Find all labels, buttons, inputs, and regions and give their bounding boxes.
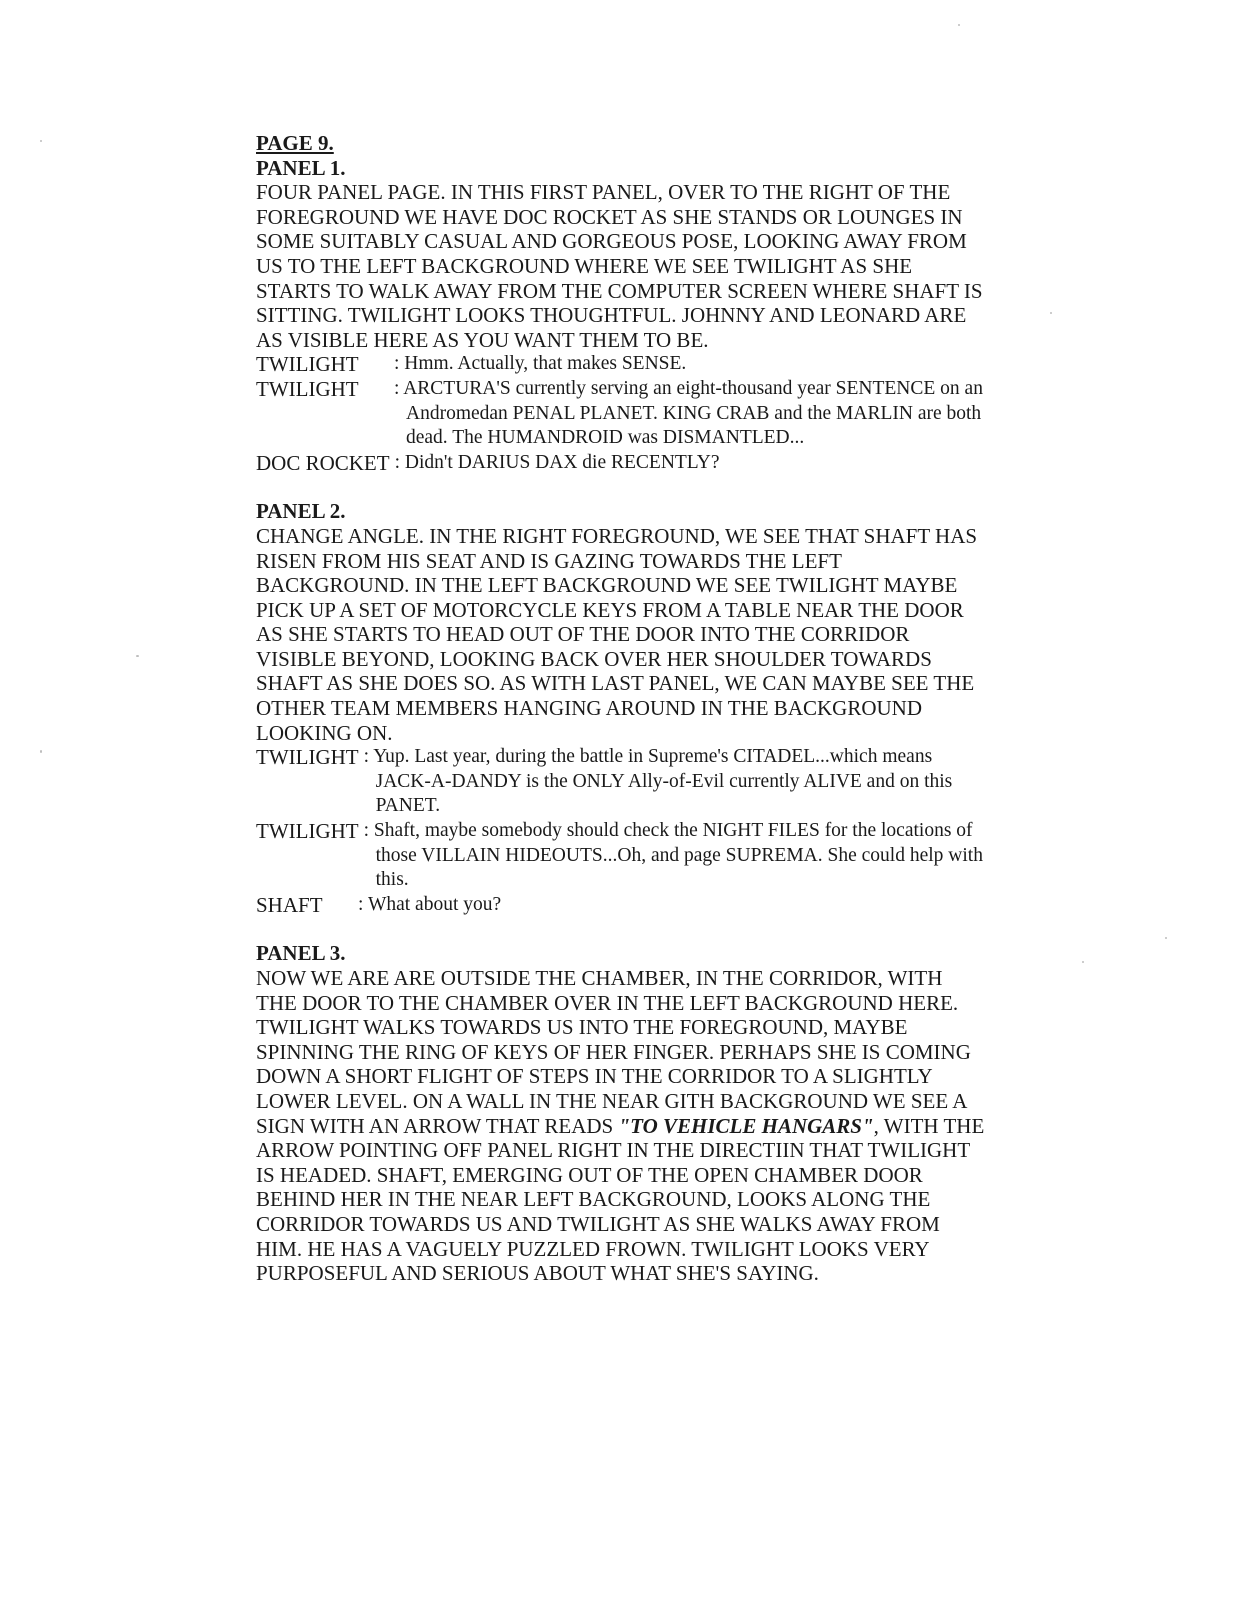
dialogue-line xyxy=(256,893,986,918)
scan-speck xyxy=(1050,312,1052,314)
dialogue-speaker: SHAFT xyxy=(256,892,323,917)
scan-speck xyxy=(1082,961,1084,963)
scan-speck xyxy=(136,655,139,657)
panel-description: CHANGE ANGLE. IN THE RIGHT FOREGROUND, WE SEE THAT SHAFT HAS RISEN FROM HIS SEAT AND IS GAZING TOWARDS THE LEFT BACKGROUND. IN THE LEFT BACKGROUND WE SEE TWILIGHT MAYBE PICK UP A SET OF MOTORCYCLE KEYS FROM A TABLE NEAR THE DOOR AS SHE STARTS TO HEAD OUT OF THE DOOR INTO THE CORRIDOR VISIBLE BEYOND, LOOKING BACK OVER HER SHOULDER TOWARDS SHAFT AS SHE DOES SO. AS WITH LAST PANEL, WE CAN MAYBE SEE THE OTHER TEAM MEMBERS HANGING AROUND IN THE BACKGROUND LOOKING ON. xyxy=(256,523,978,745)
panel-2 xyxy=(256,499,986,917)
panel-description xyxy=(256,966,986,1286)
dialogue-line xyxy=(256,451,986,476)
dialogue-line xyxy=(256,352,986,377)
dialogue-text: : Shaft, maybe somebody should check the NIGHT FILES for the locations of those VILLAIN HIDEOUTS...Oh, and page SUPREMA. She could help with this. xyxy=(363,820,983,891)
dialogue-speaker: TWILIGHT xyxy=(256,352,359,377)
panel-heading: PANEL 3. xyxy=(256,941,346,966)
dialogue-text: : Didn't DARIUS DAX die RECENTLY? xyxy=(394,451,720,473)
dialogue-text: : Hmm. Actually, that makes SENSE. xyxy=(394,353,687,375)
scan-speck xyxy=(40,140,42,142)
scan-speck xyxy=(958,24,960,26)
panel-1 xyxy=(256,156,986,476)
dialogue-text: : What about you? xyxy=(358,893,502,915)
dialogue-speaker: TWILIGHT xyxy=(256,819,359,844)
panel-heading: PANEL 1. xyxy=(256,155,346,180)
scan-speck xyxy=(1165,937,1167,939)
panel-description: FOUR PANEL PAGE. IN THIS FIRST PANEL, OVER TO THE RIGHT OF THE FOREGROUND WE HAVE DOC ROCKET AS SHE STANDS OR LOUNGES IN SOME SUITABLY CASUAL AND GORGEOUS POSE, LOOKING AWAY FROM US TO THE LEFT BACKGROUND WHERE WE SEE TWILIGHT AS SHE STARTS TO WALK AWAY FROM THE COMPUTER SCREEN WHERE SHAFT IS SITTING. TWILIGHT LOOKS THOUGHTFUL. JOHNNY AND LEONARD ARE AS VISIBLE HERE AS YOU WANT THEM TO BE. xyxy=(256,180,983,352)
panel-description-text: NOW WE ARE ARE OUTSIDE THE CHAMBER, IN THE CORRIDOR, WITH THE DOOR TO THE CHAMBER OVER IN THE LEFT BACKGROUND HERE. TWILIGHT WALKS TOWARDS US INTO THE FOREGROUND, MAYBE SPINNING THE RING OF KEYS OF HER FINGER. PERHAPS SHE IS COMING DOWN A SHORT FLIGHT OF STEPS IN THE CORRIDOR TO A SLIGHTLY LOWER LEVEL. ON A WALL IN THE NEAR GITH BACKGROUND WE SEE A SIGN WITH AN ARROW THAT READS xyxy=(256,966,971,1138)
page-title: PAGE 9. xyxy=(256,131,334,155)
dialogue-speaker: DOC ROCKET xyxy=(256,450,390,475)
dialogue-line xyxy=(256,819,986,893)
dialogue-speaker: TWILIGHT xyxy=(256,745,359,770)
panel-3 xyxy=(256,941,986,1285)
dialogue-line xyxy=(256,745,986,819)
panel-heading: PANEL 2. xyxy=(256,499,346,524)
scan-speck xyxy=(40,750,42,753)
panel-description-text: , WITH THE ARROW POINTING OFF PANEL RIGHT IN THE DIRECTIIN THAT TWILIGHT IS HEADED. SHAFT, EMERGING OUT OF THE OPEN CHAMBER DOOR BEHIND HER IN THE NEAR LEFT BACKGROUND, LOOKS ALONG THE CORRIDOR TOWARDS US AND TWILIGHT AS SHE WALKS AWAY FROM HIM. HE HAS A VAGUELY PUZZLED FROWN. TWILIGHT LOOKS VERY PURPOSEFUL AND SERIOUS ABOUT WHAT SHE'S SAYING. xyxy=(256,1113,985,1286)
dialogue-speaker: TWILIGHT xyxy=(256,376,359,401)
sign-text: "TO VEHICLE HANGARS" xyxy=(618,1113,874,1138)
dialogue-text: : ARCTURA'S currently serving an eight-thousand year SENTENCE on an Andromedan PENAL PLANET. KING CRAB and the MARLIN are both dead. The HUMANDROID was DISMANTLED... xyxy=(394,377,983,449)
dialogue-text: : Yup. Last year, during the battle in Supreme's CITADEL...which means JACK-A-DANDY is the ONLY Ally-of-Evil currently ALIVE and on this PANET. xyxy=(363,746,953,817)
script-page xyxy=(256,131,986,1310)
dialogue-line xyxy=(256,377,986,451)
